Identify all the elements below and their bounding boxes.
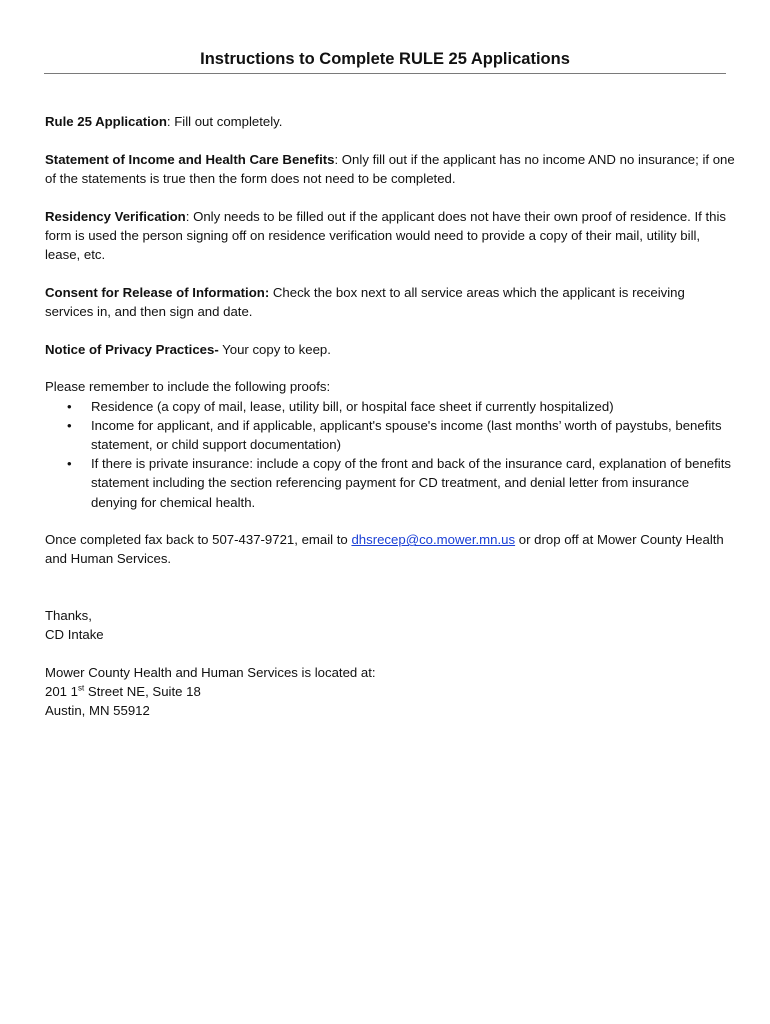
page-title: Instructions to Complete RULE 25 Applications (44, 48, 726, 74)
contact-after: or drop off at Mower County Health and Human Services. (45, 532, 724, 567)
proof-text: Income for applicant, and if applicable, applicant's spouse's income (last months’ worth of paystubs, benefits statement, or child support documentation) (91, 417, 722, 452)
street-ordinal: st (78, 683, 85, 693)
bullet-icon: • (67, 417, 72, 433)
document-body (45, 112, 735, 720)
closing-thanks: Thanks, (45, 607, 92, 623)
street-rest: Street NE, Suite 18 (84, 683, 201, 699)
location-street (45, 682, 735, 701)
list-item (45, 397, 735, 416)
proofs-list (45, 397, 735, 512)
bullet-icon: • (67, 398, 72, 414)
proofs-intro: Please remember to include the following proofs: (45, 379, 331, 395)
income-paragraph (45, 150, 735, 188)
location-city: Austin, MN 55912 (45, 702, 150, 718)
consent-label: Consent for Release of Information: (45, 284, 270, 300)
income-separator: : (334, 151, 342, 167)
income-text: Only fill out if the applicant has no income AND no insurance; if one of the statements is true then the form does not need to be completed. (45, 151, 735, 186)
rule25-text: Fill out completely. (174, 114, 283, 129)
contact-before: Once completed fax back to 507-437-9721, email to (45, 532, 352, 548)
income-label: Statement of Income and Health Care Benefits (45, 151, 335, 167)
location-intro: Mower County Health and Human Services is located at: (45, 664, 376, 680)
street-number: 201 1 (45, 683, 79, 699)
privacy-text: Your copy to keep. (222, 341, 331, 357)
email-link[interactable]: dhsrecep@co.mower.mn.us (351, 532, 516, 548)
rule25-paragraph (45, 112, 735, 131)
rule25-label: Rule 25 Application (45, 114, 167, 129)
residency-label: Residency Verification (45, 208, 186, 224)
rule25-separator: : (166, 114, 175, 129)
consent-text: Check the box next to all service areas which the applicant is receiving services in, and then sign and date. (45, 284, 685, 319)
contact-paragraph (45, 530, 735, 568)
bullet-icon: • (67, 456, 72, 472)
residency-paragraph (45, 207, 735, 265)
privacy-paragraph (45, 340, 735, 359)
consent-paragraph (45, 283, 735, 321)
proof-text: Residence (a copy of mail, lease, utility bill, or hospital face sheet if currently hospitalized) (91, 398, 614, 414)
privacy-label: Notice of Privacy Practices- (45, 341, 219, 357)
proof-text: If there is private insurance: include a copy of the front and back of the insurance card, explanation of benefits statement including the section referencing payment for CD treatment, and denial letter from insurance denying for chemical health. (91, 456, 731, 510)
list-item (45, 416, 735, 454)
residency-text: Only needs to be filled out if the applicant does not have their own proof of residence. If this form is used the person signing off on residence verification would need to provide a copy of their mail, utility bill, lease, etc. (45, 208, 727, 263)
list-item (45, 454, 735, 512)
residency-separator: : (185, 208, 194, 224)
closing-signature: CD Intake (45, 626, 104, 642)
